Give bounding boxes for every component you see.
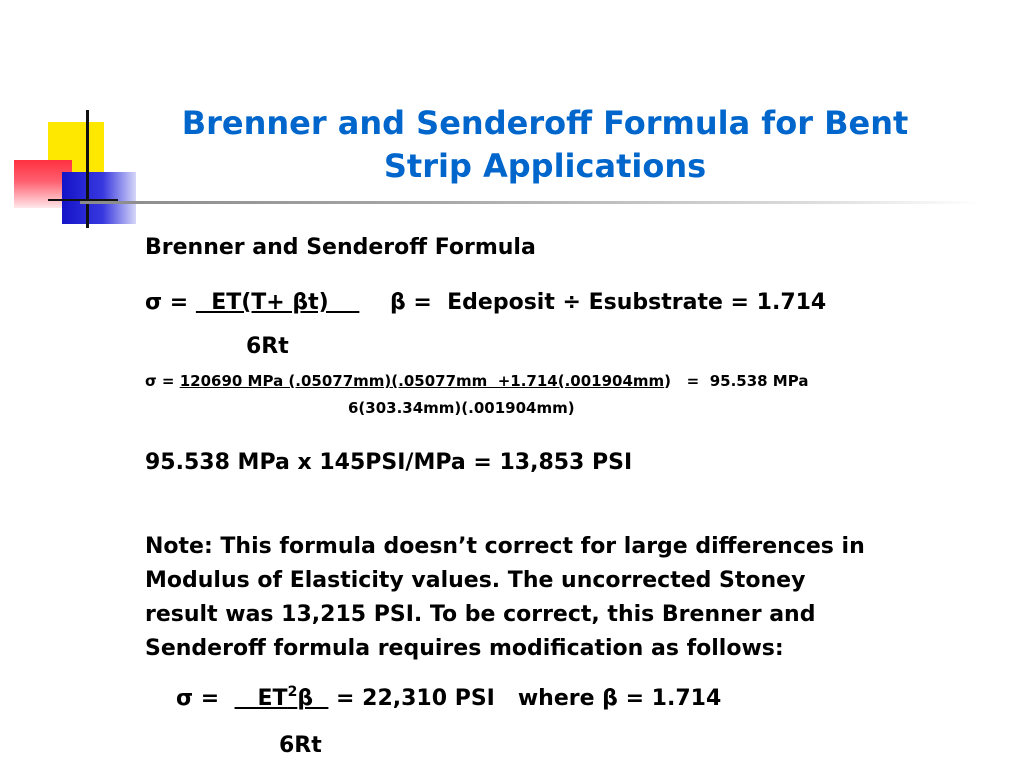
note-paragraph — [145, 530, 985, 666]
eq3-exponent: 2 — [287, 684, 298, 700]
eq3-denominator: 6Rt — [279, 733, 322, 758]
eq2-result: ) = 95.538 MPa — [664, 372, 809, 390]
eq3-result: = 22,310 PSI where β = 1.714 — [328, 686, 722, 711]
title-line-2: Strip Applications — [383, 147, 707, 185]
eq3-lhs: σ = — [176, 686, 235, 711]
unit-conversion: 95.538 MPa x 145PSI/MPa = 13,853 PSI — [145, 450, 633, 475]
note-line: Note: This formula doesn’t correct for large differences in — [145, 534, 865, 559]
eq2-lhs: σ = — [145, 372, 180, 390]
logo-vertical-line — [86, 110, 89, 228]
title-line-1: Brenner and Senderoff Formula for Bent — [181, 104, 909, 142]
eq3-num-pre: ET — [234, 686, 288, 711]
note-line: Modulus of Elasticity values. The uncorrected Stoney — [145, 568, 806, 593]
title-divider — [80, 201, 980, 204]
slide-title — [120, 102, 970, 188]
eq3-num-post: β — [297, 686, 329, 711]
numeric-equation — [145, 372, 808, 390]
note-line: Senderoff formula requires modification as follows: — [145, 636, 784, 661]
eq1-denominator: 6Rt — [246, 334, 289, 359]
formula-equation — [145, 290, 826, 315]
eq1-numerator: ET(T+ βt) — [195, 290, 360, 315]
eq1-lhs: σ = — [145, 290, 196, 315]
eq2-denominator: 6(303.34mm)(.001904mm) — [348, 399, 575, 417]
eq2-numerator: 120690 MPa (.05077mm)(.05077mm +1.714(.001904mm — [179, 372, 665, 390]
modified-equation — [176, 686, 721, 711]
formula-heading: Brenner and Senderoff Formula — [145, 235, 536, 260]
eq1-beta-definition: β = Edeposit ÷ Esubstrate = 1.714 — [359, 290, 827, 315]
eq3-numerator — [235, 686, 329, 711]
note-line: result was 13,215 PSI. To be correct, this Brenner and — [145, 602, 816, 627]
